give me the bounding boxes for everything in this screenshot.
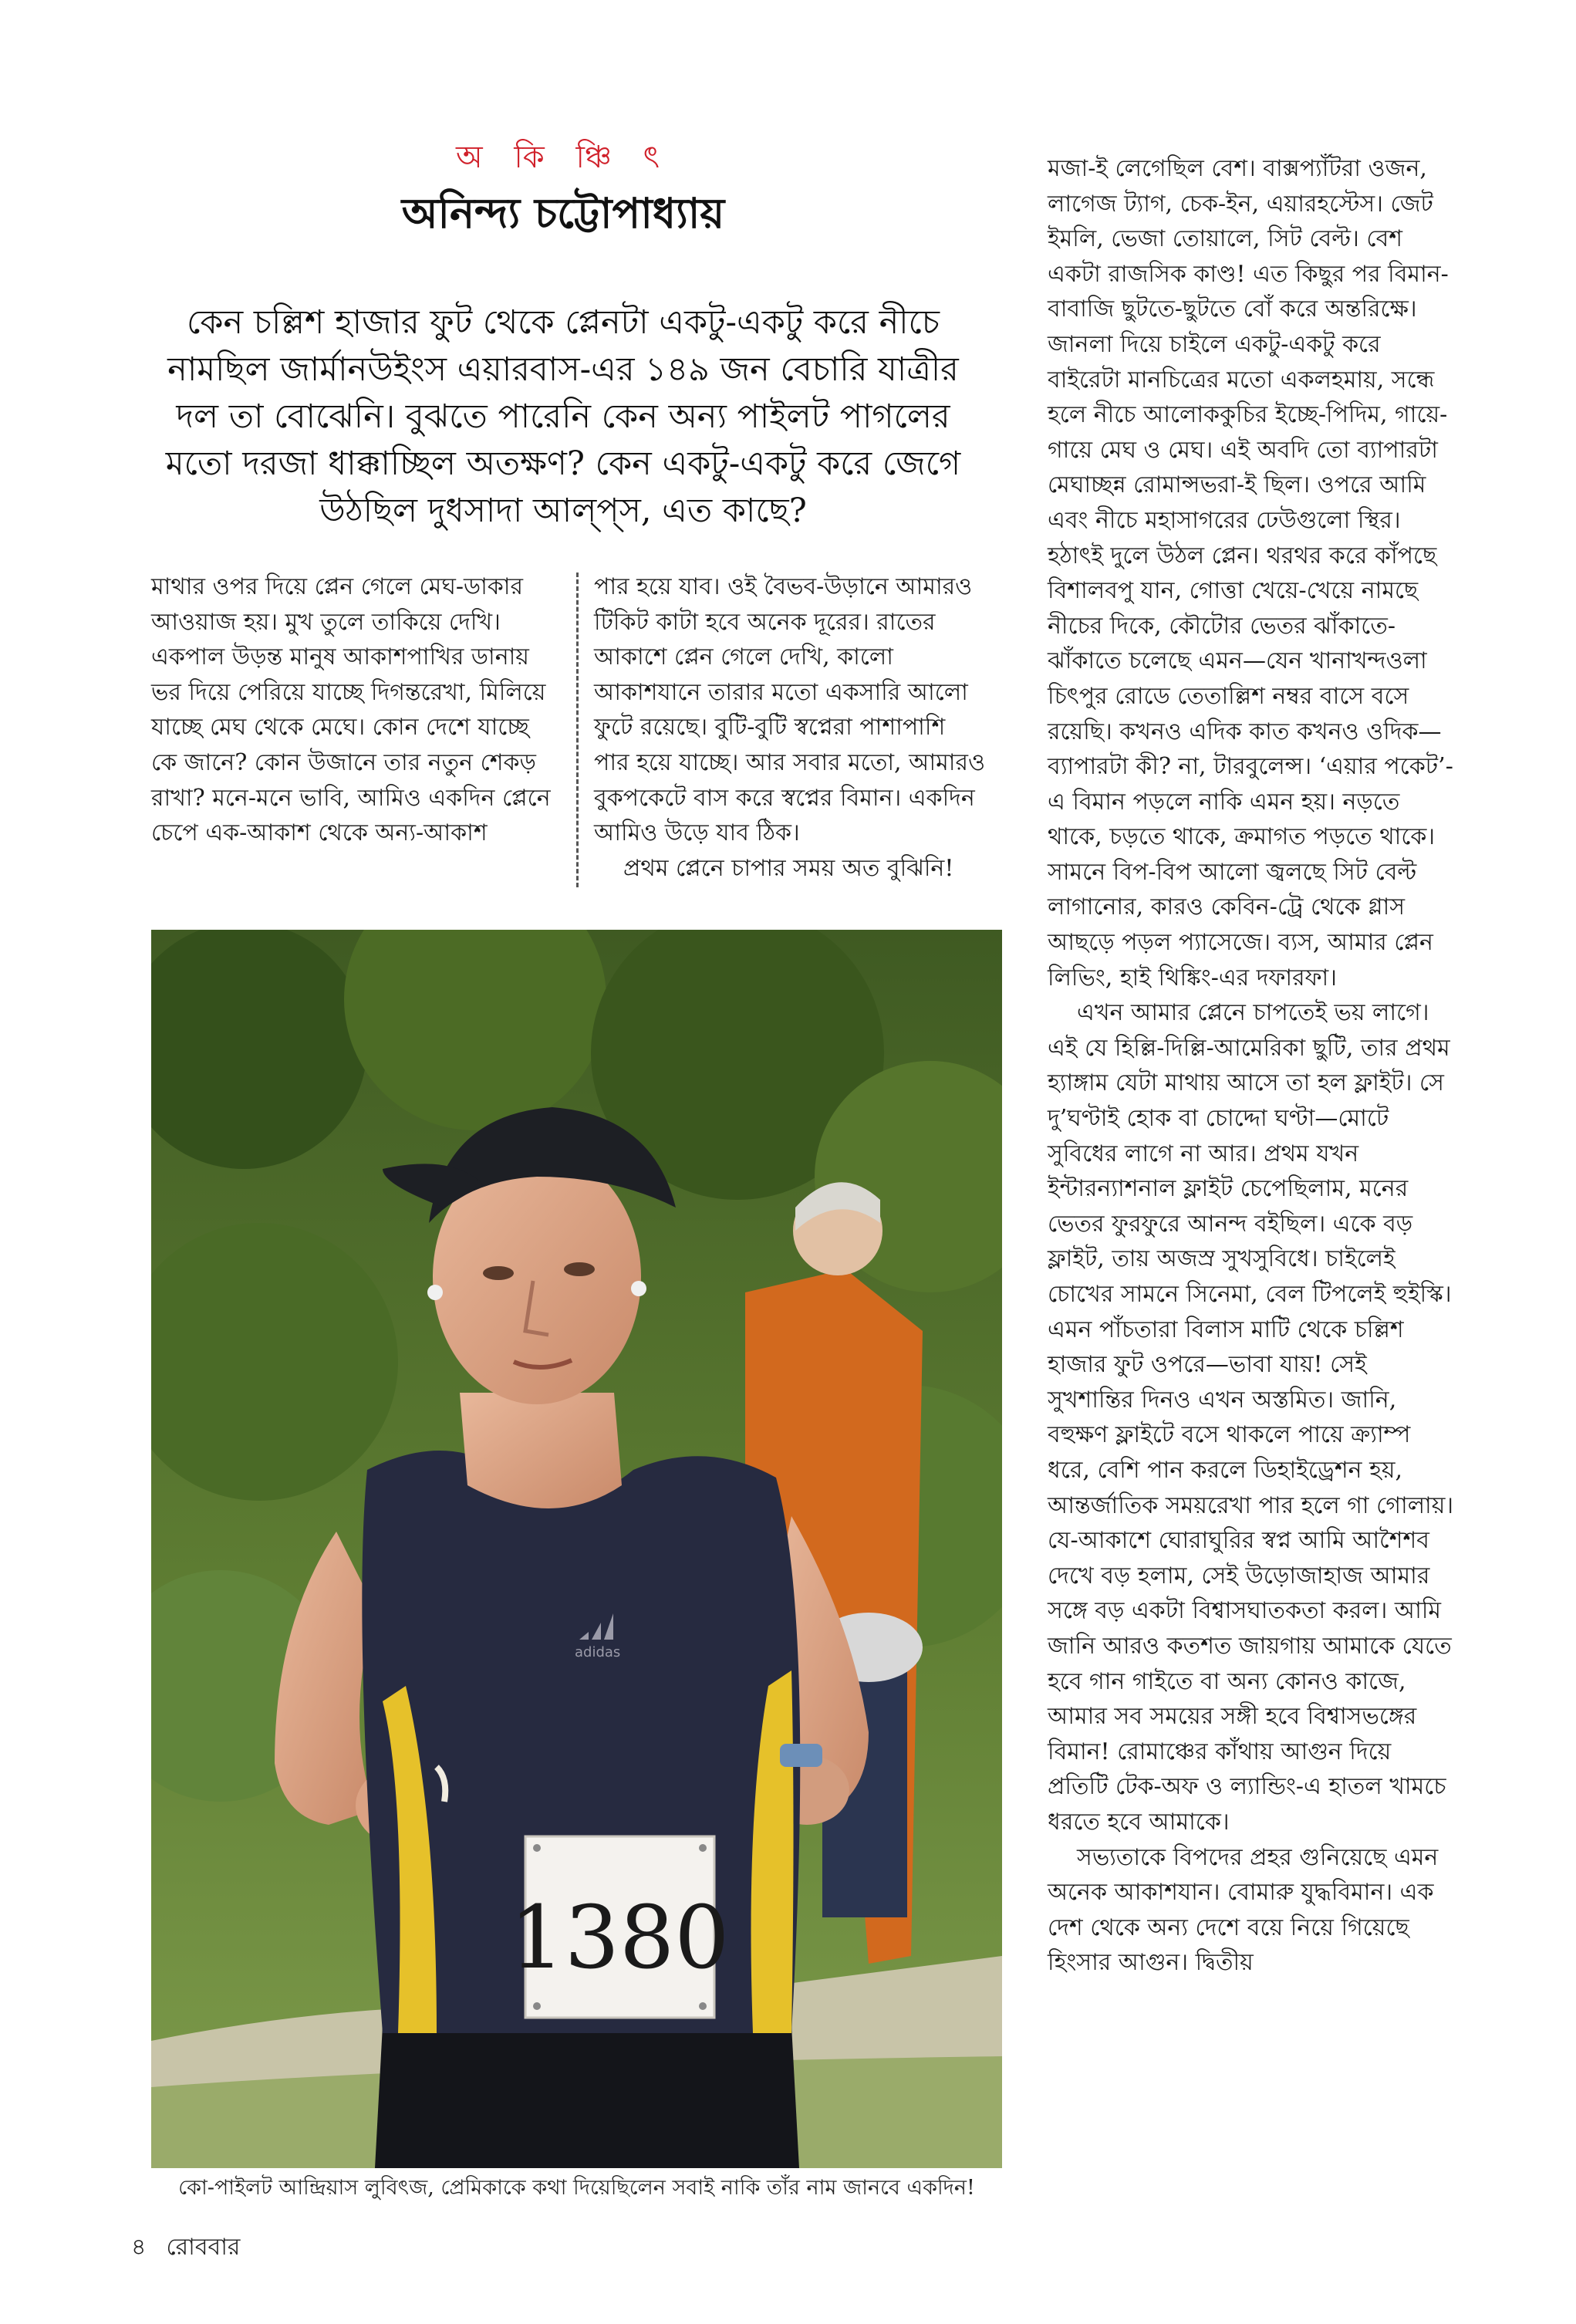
author-name: অনিন্দ্য চট্টোপাধ্যায়: [401, 188, 725, 238]
photo-caption: কো-পাইলট আন্দ্রিয়াস লুবিৎজ, প্রেমিকাকে কথা দিয়েছিলেন সবাই নাকি তাঁর নাম জানবে একদিন!: [178, 2176, 975, 2200]
page-footer: [131, 2228, 260, 2268]
column-divider: [576, 573, 579, 887]
body-column-3: [1048, 151, 1456, 1981]
runner-photo: [151, 930, 1002, 2168]
page-number: ৪: [131, 2234, 147, 2261]
column-3-paragraph-2: এখন আমার প্লেনে চাপতেই ভয় লাগে। এই যে হিল্লি-দিল্লি-আমেরিকা ছুটি, তার প্রথম হ্যাঙ্গাম যেটা মাথায় আসে তা হল ফ্লাইট। সে দু’ঘণ্টাই হোক বা চোদ্দো ঘণ্টা—মোটে সুবিধের লাগে না আর। প্রথম যখন ইন্টারন্যাশনাল ফ্লাইট চেপেছিলাম, মনের ভেতর ফুরফুরে আনন্দ বইছিল। একে বড় ফ্লাইট, তায় অজস্র সুখসুবিধে। চাইলেই চোখের সামনে সিনেমা, বেল টিপলেই হুইস্কি। এমন পাঁচতারা বিলাস মাটি থেকে চল্লিশ হাজার ফুট ওপরে—ভাবা যায়! সেই সুখশান্তির দিনও এখন অস্তমিত। জানি, বহুক্ষণ ফ্লাইটে বসে থাকলে পায়ে ক্র্যাম্প ধরে, বেশি পান করলে ডিহাইড্রেশন হয়, আন্তর্জাতিক সময়রেখা পার হলে গা গোলায়। যে-আকাশে ঘোরাঘুরির স্বপ্ন আমি আশৈশব দেখে বড় হলাম, সেই উড়োজাহাজ আমার সঙ্গে বড় একটা বিশ্বাসঘাতকতা করল। আমি জানি আরও কতশত জায়গায় আমাকে যেতে হবে গান গাইতে বা অন্য কোনও কাজে, আমার সব সময়ের সঙ্গী হবে বিশ্বাসভঙ্গের বিমান! রোমাঞ্চের কাঁথায় আগুন দিয়ে প্রতিটি টেক-অফ ও ল্যান্ডিং-এ হাতল খামচে ধরতে হবে আমাকে।: [1048, 999, 1454, 1836]
body-column-2: [594, 569, 987, 886]
column-1-paragraph: মাথার ওপর দিয়ে প্লেন গেলে মেঘ-ডাকার আওয়াজ হয়। মুখ তুলে তাকিয়ে দেখি। একপাল উড়ন্ত মানুষ আকাশপাখির ডানায় ভর দিয়ে পেরিয়ে যাচ্ছে দিগন্তরেখা, মিলিয়ে যাচ্ছে মেঘ থেকে মেঘে। কোন দেশে যাচ্ছে কে জানে? কোন উজানে তার নতুন শেকড় রাখা? মনে-মনে ভাবি, আমিও একদিন প্লেনে চেপে এক-আকাশ থেকে অন্য-আকাশ: [151, 573, 551, 847]
column-3-paragraph-1: মজা-ই লেগেছিল বেশ। বাক্সপ্যাঁটরা ওজন, লাগেজ ট্যাগ, চেক-ইন, এয়ারহস্টেস। জেট ইমলি, ভেজা তোয়ালে, সিট বেল্ট। বেশ একটা রাজসিক কাণ্ড! এত কিছুর পর বিমান-বাবাজি ছুটতে-ছুটতে বোঁ করে অন্তরিক্ষে। জানলা দিয়ে চাইলে একটু-একটু করে বাইরেটা মানচিত্রের মতো একলহমায়, সন্ধে হলে নীচে আলোককুচির ইচ্ছে-পিদিম, গায়ে-গায়ে মেঘ ও মেঘ। এই অবদি তো ব্যাপারটা মেঘাচ্ছন্ন রোমান্সভরা-ই ছিল। ওপরে আমি এবং নীচে মহাসাগরের ঢেউগুলো স্থির। হঠাৎই দুলে উঠল প্লেন। থরথর করে কাঁপছে বিশালবপু যান, গোত্তা খেয়ে-খেয়ে নামছে নীচের দিকে, কৌটোর ভেতর ঝাঁকাতে-ঝাঁকাতে চলেছে এমন—যেন খানাখন্দওলা চিৎপুর রোডে তেতাল্লিশ নম্বর বাসে বসে রয়েছি। কখনও এদিক কাত কখনও ওদিক—ব্যাপারটা কী? না, টারবুলেন্স। ‘এয়ার পকেট’-এ বিমান পড়লে নাকি এমন হয়। নড়তে থাকে, চড়তে থাকে, ক্রমাগত পড়তে থাকে। সামনে বিপ-বিপ আলো জ্বলছে সিট বেল্ট লাগানোর, কারও কেবিন-ট্রে থেকে গ্লাস আছড়ে পড়ল প্যাসেজে। ব্যস, আমার প্লেন লিভিং, হাই থিঙ্কিং-এর দফারফা।: [1048, 155, 1453, 991]
section-title: অ কি ঞ্চি ৎ: [456, 140, 670, 175]
shirt-logo-text: adidas: [575, 1644, 621, 1660]
column-2-paragraph-1: পার হয়ে যাব। ওই বৈভব-উড়ানে আমারও টিকিট কাটা হবে অনেক দূরের। রাতের আকাশে প্লেন গেলে দেখি, কালো আকাশযানে তারার মতো একসারি আলো ফুটে রয়েছে। বুটি-বুটি স্বপ্নেরা পাশাপাশি পার হয়ে যাচ্ছে। আর সবার মতো, আমারও বুকপকেটে বাস করে স্বপ্নের বিমান। একদিন আমিও উড়ে যাব ঠিক।: [594, 573, 986, 847]
race-bib-number: 1380: [509, 1888, 730, 1988]
magazine-name: রোববার: [166, 2234, 241, 2261]
column-2-paragraph-2: প্রথম প্লেনে চাপার সময় অত বুঝিনি!: [623, 854, 954, 882]
intro-standfirst: কেন চল্লিশ হাজার ফুট থেকে প্লেনটা একটু-একটু করে নীচে নামছিল জার্মানউইংস এয়ারবাস-এর ১৪৯ জন বেচারি যাত্রীর দল তা বোঝেনি। বুঝতে পারেনি কেন অন্য পাইলট পাগলের মতো দরজা ধাক্কাচ্ছিল অতক্ষণ? কেন একটু-একটু করে জেগে উঠছিল দুধসাদা আল্‌প্‌স, এত কাছে?: [165, 303, 961, 530]
body-column-1: [151, 569, 560, 851]
column-3-paragraph-3: সভ্যতাকে বিপদের প্রহর গুনিয়েছে এমন অনেক আকাশযান। বোমারু যুদ্ধবিমান। এক দেশ থেকে অন্য দেশে বয়ে নিয়ে গিয়েছে হিংসার আগুন। দ্বিতীয়: [1048, 1843, 1439, 1977]
